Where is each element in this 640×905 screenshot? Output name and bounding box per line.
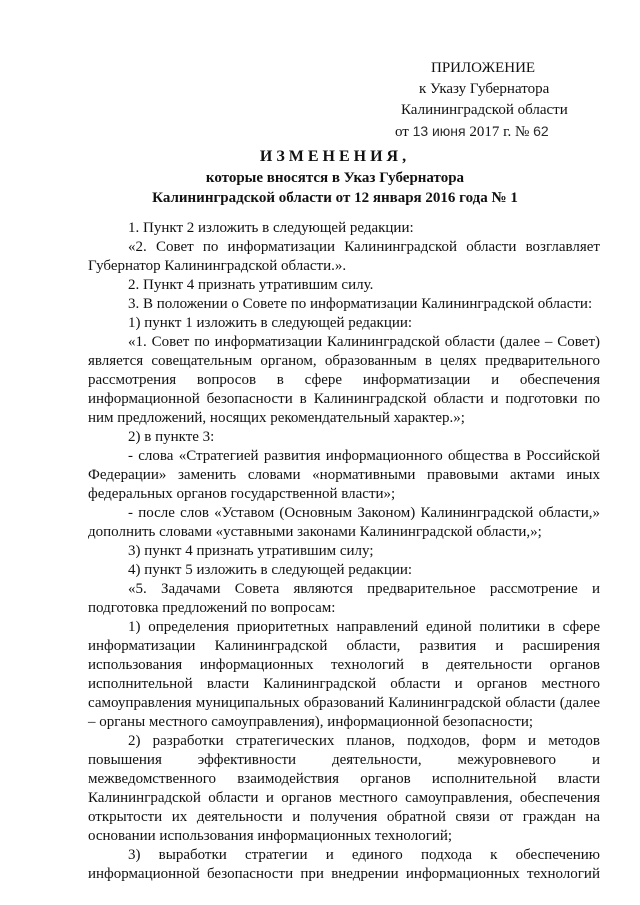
paragraph: 1) определения приоритетных направлений единой политики в сфере информатизации Калининградской области, развития и расширения использования информационных технологий в деятельности органов исполнительной власти Калининградской области и органов местного самоуправления муниципальных образований Калининградской области (далее – органы местного самоуправления), информационной безопасности; — [88, 619, 600, 730]
decree-number: 62 — [533, 123, 549, 139]
appendix-title: ПРИЛОЖЕНИЕ — [431, 60, 536, 76]
paragraph: 4) пункт 5 изложить в следующей редакции: — [128, 562, 413, 578]
paragraph: 2) в пункте 3: — [128, 429, 215, 445]
appendix-line-region: Калининградской области — [401, 102, 568, 118]
date-month: июня — [431, 123, 466, 139]
date-prefix: от — [395, 124, 409, 140]
paragraph: - слова «Стратегией развития информационного общества в Российской Федерации» заменить словами «нормативными правовыми актами иных федеральных органов государственной власти»; — [88, 448, 600, 502]
paragraph: «1. Совет по информатизации Калининградской области (далее – Совет) является совещательным органом, образованным в целях предварительного рассмотрения вопросов в сфере информатизации и обеспечения информационной безопасности в Калининградской области и подготовки по ним предложений, носящих рекомендательный характер.»; — [88, 334, 600, 426]
paragraph: - после слов «Уставом (Основным Законом) Калининградской области,» дополнить словами «уставными законами Калининградской области,»; — [88, 505, 600, 540]
paragraph: 3. В положении о Совете по информатизации Калининградской области: — [128, 296, 593, 312]
appendix-header — [395, 58, 615, 143]
paragraph: 1) пункт 1 изложить в следующей редакции: — [128, 315, 413, 331]
paragraph: 1. Пункт 2 изложить в следующей редакции: — [128, 220, 414, 236]
date-year-suffix: 2017 г. № — [469, 124, 530, 140]
title-changes: ИЗМЕНЕНИЯ, — [259, 148, 411, 165]
paragraph: «5. Задачами Совета являются предварительное рассмотрение и подготовка предложений по вопросам: — [88, 581, 600, 616]
appendix-date-line — [395, 121, 615, 143]
paragraph: 2. Пункт 4 признать утратившим силу. — [128, 277, 374, 293]
document-title — [80, 146, 590, 208]
paragraph: «2. Совет по информатизации Калининградской области возглавляет Губернатор Калининградской области.». — [88, 239, 600, 274]
paragraph: 2) разработки стратегических планов, подходов, форм и методов повышения эффективности деятельности, межуровневого и межведомственного взаимодействия органов исполнительной власти Калининградской области и органов местного самоуправления, обеспечения открытости их деятельности и получения обратной связи от граждан на основании использования информационных технологий; — [88, 733, 600, 844]
title-decree-ref: Калининградской области от 12 января 2016 года № 1 — [152, 190, 518, 206]
appendix-line-decree: к Указу Губернатора — [419, 81, 550, 97]
document-body — [88, 219, 600, 884]
paragraph: 3) выработки стратегии и единого подхода к обеспечению информационной безопасности при внедрении информационных технологий — [88, 847, 600, 882]
date-day: 13 — [412, 123, 429, 139]
title-subline: которые вносятся в Указ Губернатора — [205, 170, 465, 186]
paragraph: 3) пункт 4 признать утратившим силу; — [128, 543, 374, 559]
